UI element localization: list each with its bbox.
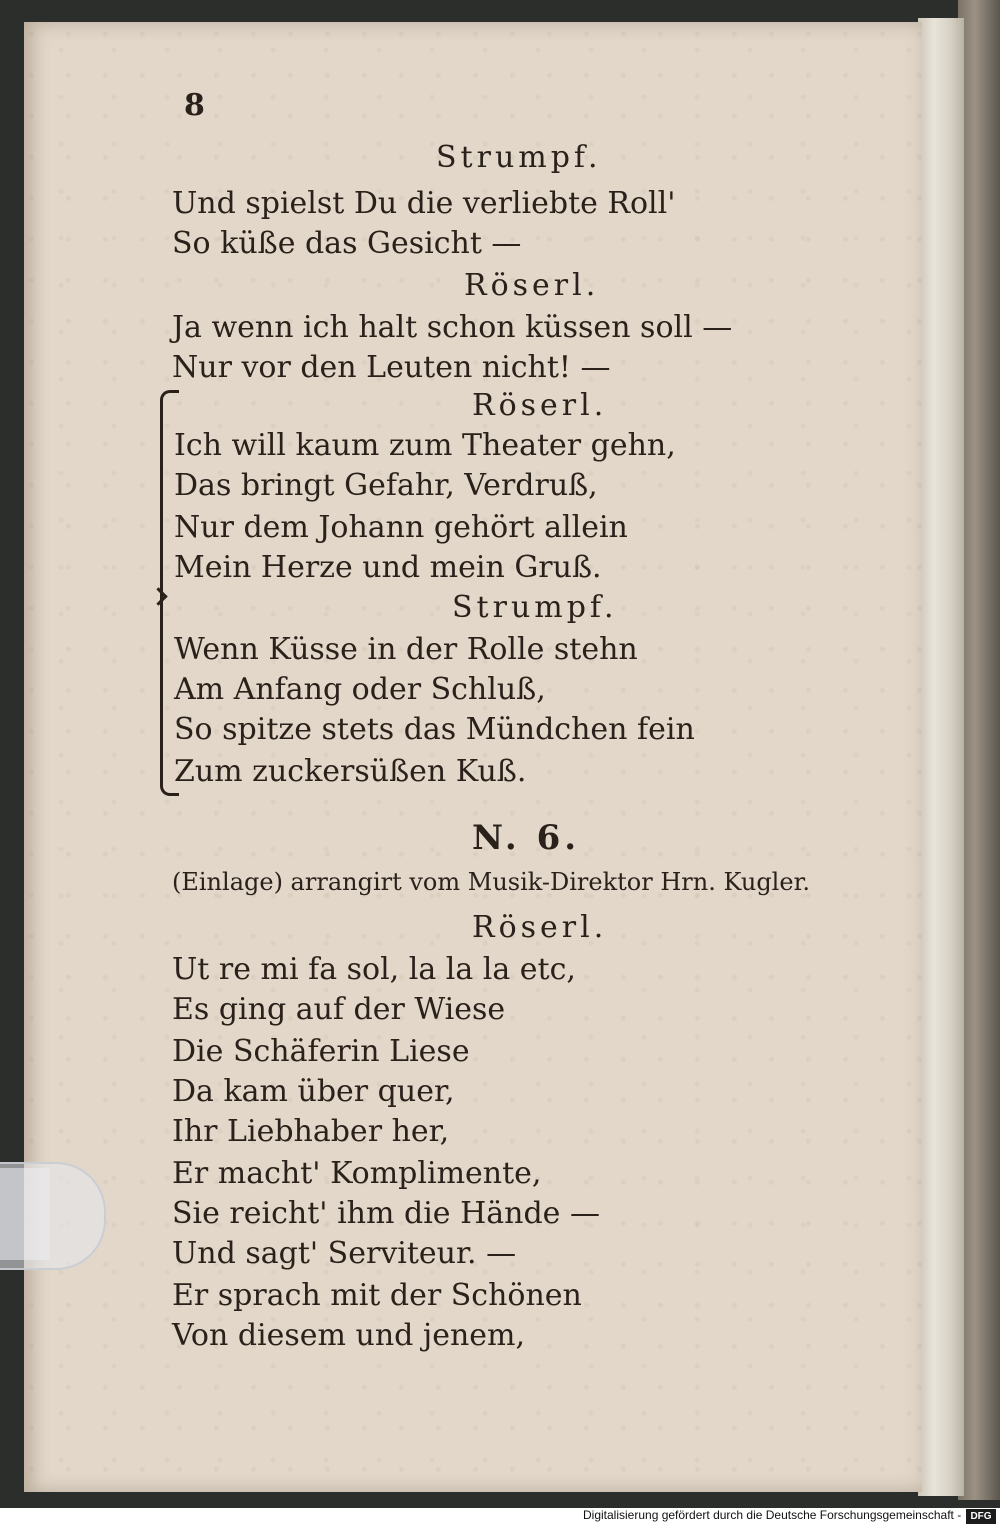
verse-line: So spitze stets das Mündchen fein	[174, 712, 695, 747]
verse-line: Und spielst Du die verliebte Roll'	[172, 186, 676, 221]
page-number: 8	[184, 88, 205, 123]
verse-line: Nur dem Johann gehört allein	[174, 510, 628, 545]
verse-line: Zum zuckersüßen Kuß.	[174, 754, 527, 789]
verse-line: Am Anfang oder Schluß,	[174, 672, 546, 707]
speaker-strumpf: Strumpf.	[436, 140, 602, 175]
verse-line: Sie reicht' ihm die Hände —	[172, 1196, 600, 1231]
verse-line: Wenn Küsse in der Rolle stehn	[174, 632, 638, 667]
digitization-credit: Digitalisierung gefördert durch die Deutsche Forschungsgemeinschaft -	[583, 1508, 962, 1522]
verse-line: So küße das Gesicht —	[172, 226, 522, 261]
verse-line: Er sprach mit der Schönen	[172, 1278, 582, 1313]
verse-line: Ja wenn ich halt schon küssen soll —	[172, 310, 733, 345]
verse-line: Ut re mi fa sol, la la la etc,	[172, 952, 576, 987]
verse-line: Mein Herze und mein Gruß.	[174, 550, 602, 585]
next-page-edge	[958, 0, 1000, 1500]
verse-line: Die Schäferin Liese	[172, 1034, 470, 1069]
plastic-page-clip	[0, 1162, 106, 1270]
verse-line: Er macht' Komplimente,	[172, 1156, 542, 1191]
page-stack-edge	[918, 18, 964, 1496]
verse-line: Ihr Liebhaber her,	[172, 1114, 450, 1149]
speaker-strumpf: Strumpf.	[452, 590, 618, 625]
section-subtitle: (Einlage) arrangirt vom Musik-Direktor Hrn. Kugler.	[172, 868, 811, 896]
verse-line: Das bringt Gefahr, Verdruß,	[174, 468, 598, 503]
speaker-roeserl: Röserl.	[464, 268, 600, 303]
speaker-roeserl: Röserl.	[472, 388, 608, 423]
verse-line: Und sagt' Serviteur. —	[172, 1236, 517, 1271]
section-heading: N. 6.	[472, 818, 581, 858]
book-page	[24, 22, 922, 1492]
verse-line: Von diesem und jenem,	[172, 1318, 526, 1353]
verse-line: Es ging auf der Wiese	[172, 992, 506, 1027]
dfg-logo: DFG	[966, 1509, 996, 1524]
verse-line: Ich will kaum zum Theater gehn,	[174, 428, 676, 463]
verse-line: Nur vor den Leuten nicht! —	[172, 350, 611, 385]
speaker-roeserl: Röserl.	[472, 910, 608, 945]
verse-line: Da kam über quer,	[172, 1074, 455, 1109]
